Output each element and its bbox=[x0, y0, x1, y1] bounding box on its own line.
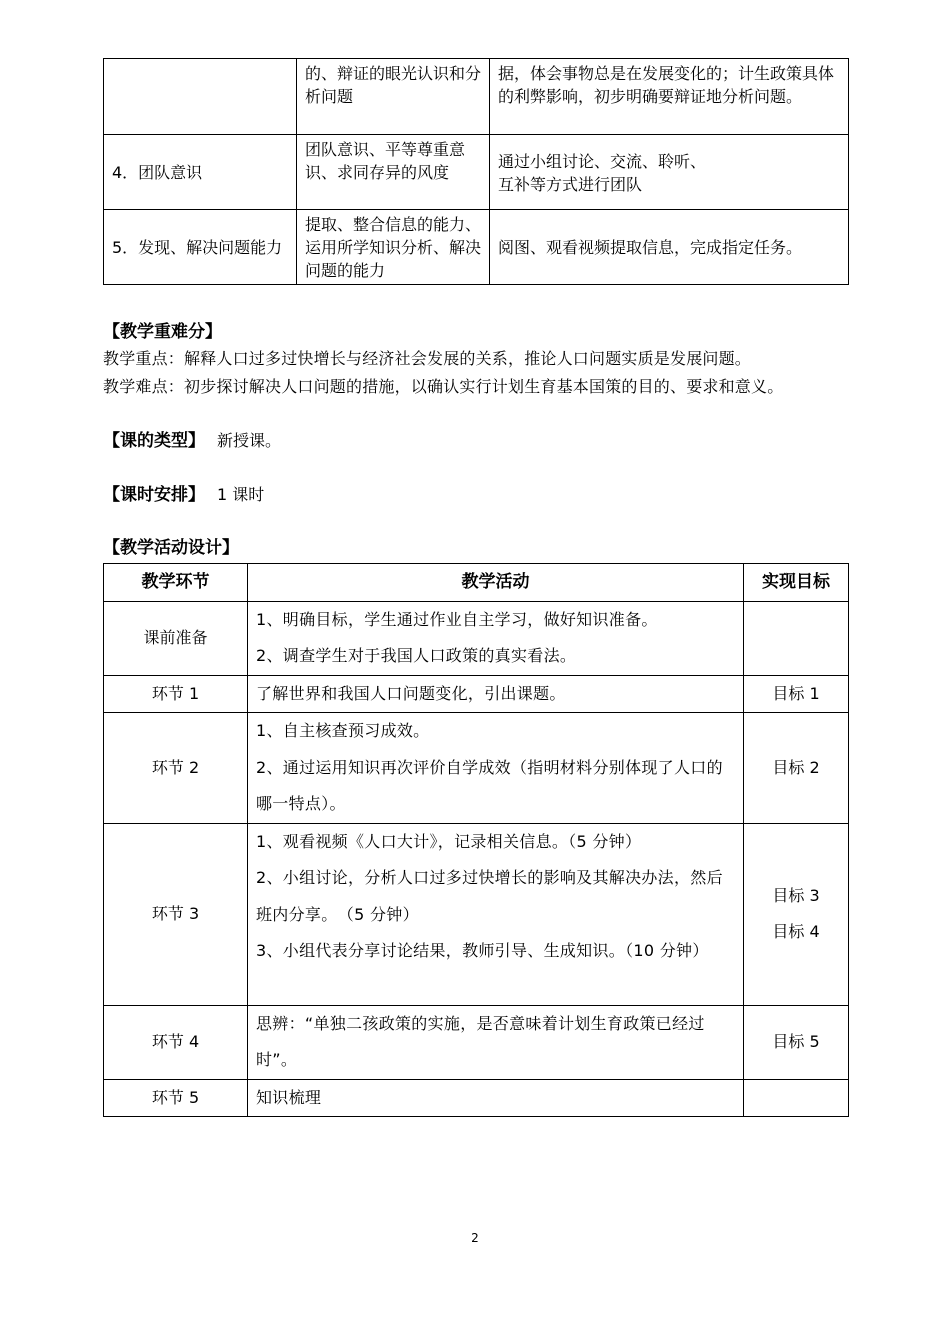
table-row bbox=[104, 713, 849, 824]
schedule-value: 1 课时 bbox=[217, 485, 265, 504]
table-row bbox=[104, 59, 849, 135]
activity-cell: 了解世界和我国人口问题变化，引出课题。 bbox=[248, 675, 744, 713]
column-header-stage: 教学环节 bbox=[104, 564, 248, 602]
lesson-type-line bbox=[103, 426, 281, 451]
content-cell: 的、辩证的眼光认识和分析问题 bbox=[297, 59, 490, 135]
table-row bbox=[104, 1079, 849, 1117]
column-header-goal: 实现目标 bbox=[744, 564, 849, 602]
goal-cell: 目标 1 bbox=[744, 675, 849, 713]
activity-cell: 1、明确目标，学生通过作业自主学习，做好知识准备。 2、调查学生对于我国人口政策的真实看法。 bbox=[248, 601, 744, 675]
table-row bbox=[104, 1005, 849, 1079]
key-point-text: 教学重点：解释人口过多过快增长与经济社会发展的关系，推论人口问题实质是发展问题。 bbox=[103, 349, 752, 368]
method-cell: 阅图、观看视频提取信息，完成指定任务。 bbox=[490, 210, 849, 285]
difficulty-heading: 【教学重难分】 bbox=[103, 322, 222, 342]
goals-table bbox=[103, 58, 849, 285]
stage-cell: 环节 4 bbox=[104, 1005, 248, 1079]
goal-cell: 目标 3 目标 4 bbox=[744, 823, 849, 1005]
goal-cell bbox=[744, 601, 849, 675]
table-row bbox=[104, 823, 849, 1005]
activity-heading: 【教学活动设计】 bbox=[103, 538, 239, 558]
table-row bbox=[104, 601, 849, 675]
lesson-type-value: 新授课。 bbox=[217, 431, 282, 450]
stage-cell: 环节 5 bbox=[104, 1079, 248, 1117]
activity-cell: 1、自主核查预习成效。 2、通过运用知识再次评价自学成效（指明材料分别体现了人口的哪一特点）。 bbox=[248, 713, 744, 824]
stage-cell: 课前准备 bbox=[104, 601, 248, 675]
schedule-line bbox=[103, 480, 264, 505]
activity-cell: 思辨：“单独二孩政策的实施，是否意味着计划生育政策已经过时”。 bbox=[248, 1005, 744, 1079]
ability-cell: 5．发现、解决问题能力 bbox=[104, 210, 297, 285]
method-cell: 通过小组讨论、交流、聆听、 互补等方式进行团队 bbox=[490, 135, 849, 210]
stage-cell: 环节 1 bbox=[104, 675, 248, 713]
column-header-activity: 教学活动 bbox=[248, 564, 744, 602]
activity-cell: 1、观看视频《人口大计》，记录相关信息。（5 分钟） 2、小组讨论，分析人口过多过快增长的影响及其解决办法，然后班内分享。 （5 分钟） 3、小组代表分享讨论结果，教师引导、生成知识。（10 分钟） bbox=[248, 823, 744, 1005]
table-header-row bbox=[104, 564, 849, 602]
table-row bbox=[104, 135, 849, 210]
lesson-type-heading: 【课的类型】 bbox=[103, 431, 205, 451]
goal-cell: 目标 5 bbox=[744, 1005, 849, 1079]
ability-cell: 4．团队意识 bbox=[104, 135, 297, 210]
table-row bbox=[104, 210, 849, 285]
stage-cell: 环节 3 bbox=[104, 823, 248, 1005]
page-number: 2 bbox=[471, 1231, 479, 1245]
table-row bbox=[104, 675, 849, 713]
method-cell: 据，体会事物总是在发展变化的；计生政策具体的利弊影响，初步明确要辩证地分析问题。 bbox=[490, 59, 849, 135]
goal-cell: 目标 2 bbox=[744, 713, 849, 824]
content-cell: 团队意识、平等尊重意识、求同存异的风度 bbox=[297, 135, 490, 210]
activity-table bbox=[103, 563, 849, 1117]
ability-cell bbox=[104, 59, 297, 135]
goal-cell bbox=[744, 1079, 849, 1117]
stage-cell: 环节 2 bbox=[104, 713, 248, 824]
hard-point-text: 教学难点：初步探讨解决人口问题的措施，以确认实行计划生育基本国策的目的、要求和意义。 bbox=[103, 377, 784, 396]
activity-cell: 知识梳理 bbox=[248, 1079, 744, 1117]
schedule-heading: 【课时安排】 bbox=[103, 485, 205, 505]
content-cell: 提取、整合信息的能力、运用所学知识分析、解决问题的能力 bbox=[297, 210, 490, 285]
